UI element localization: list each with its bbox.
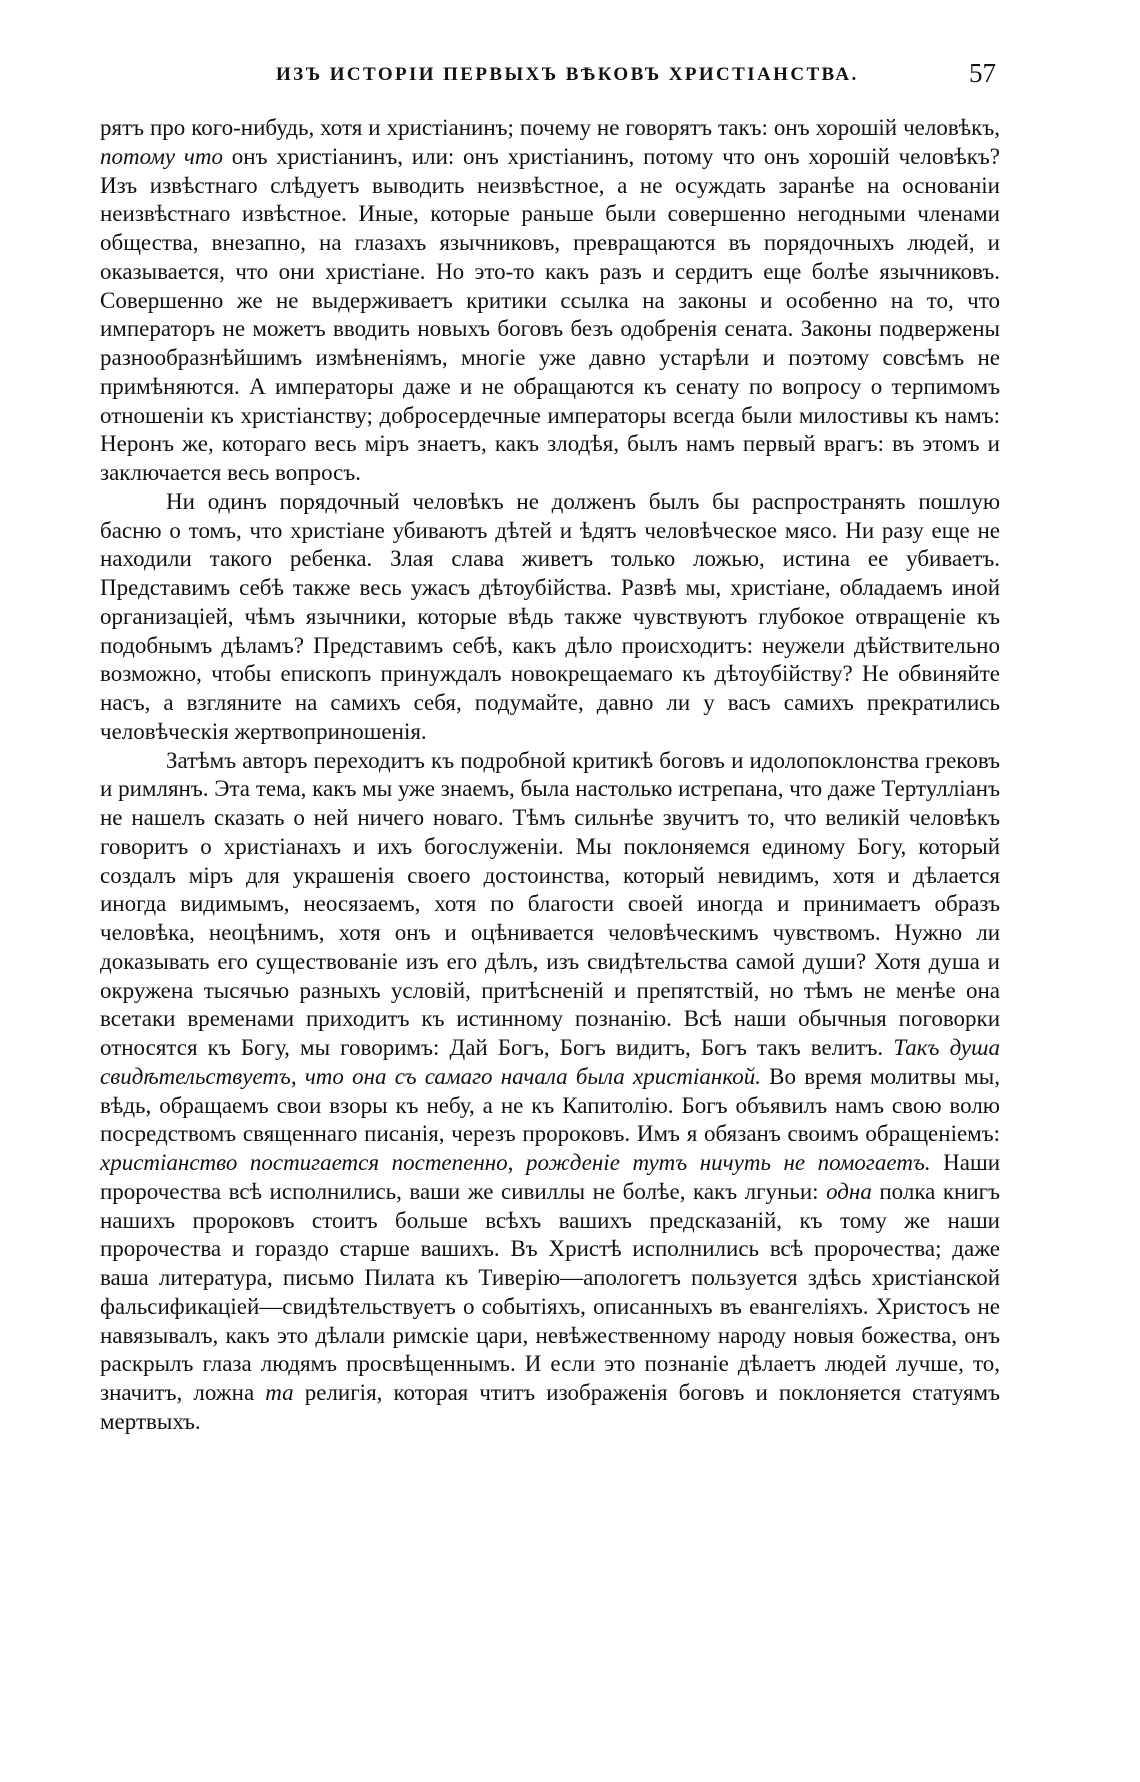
running-head [96,58,996,98]
italic-run: та [265,1380,294,1405]
text-run: рятъ про кого-нибудь, хотя и христіанинъ; почему не говорятъ такъ: онъ хорошій человѣкъ, [100,115,1000,140]
text-run: Во время молитвы мы, вѣдь, обращаемъ свои взоры къ небу, а не къ Капитолію. Богъ объявилъ намъ свою волю посредствомъ священнаго писанія, черезъ пророковъ. Имъ я обязанъ своимъ обращеніемъ: [100,1063,1000,1147]
italic-run: одна [826,1178,872,1204]
text-run: Наши пророчества всѣ исполнились, ваши же сивиллы не болѣе, какъ лгуньи: [100,1150,1000,1204]
text-run: Затѣмъ авторъ переходитъ къ подробной критикѣ боговъ и идолопоклонства грековъ и римлянъ. Эта тема, какъ мы уже знаемъ, была настолько истрепана, что даже Тертулліанъ не нашелъ сказать о ней ничего новаго. Тѣмъ сильнѣе звучитъ то, что великій человѣкъ говоритъ о христіанахъ и ихъ богослуженіи. Мы поклоняемся единому Богу, который создалъ міръ для украшенія своего достоинства, который невидимъ, хотя и дѣлается иногда видимымъ, неосязаемъ, хотя по благости своей иногда и принимаетъ образъ человѣка, неоцѣнимъ, хотя онъ и оцѣнивается человѣческимъ чувствомъ. Нужно ли доказывать его существованіе изъ его дѣлъ, изъ свидѣтельства самой души? Хотя душа и окружена тысячью разныхъ условій, притѣсненій и препятствій, но тѣмъ не менѣе она всетаки временами приходитъ къ истинному познанію. Всѣ наши обычныя поговорки относятся къ Богу, мы говоримъ: Дай Богъ, Богъ видитъ, Богъ такъ велитъ. [100,747,1000,1060]
text-run: полка книгъ нашихъ пророковъ стоитъ больше всѣхъ вашихъ предсказаній, къ тому же наши пророчества и гораздо старше вашихъ. Въ Христѣ исполнились всѣ пророчества; даже ваша литература, письмо Пилата къ Тиверію—апологетъ пользуется здѣсь христіанской фальсификаціей—свидѣтельствуетъ о событіяхъ, описанныхъ въ евангеліяхъ. Христосъ не навязывалъ, какъ это дѣлали римскіе цари, невѣжественному народу новыя божества, онъ раскрылъ глаза людямъ просвѣщеннымъ. И если это познаніе дѣлаетъ людей лучше, то, значитъ, ложна [100,1178,1001,1405]
paragraph-2 [100,488,1000,747]
page-number: 57 [969,58,996,88]
paragraph-1 [100,114,1000,488]
italic-run: потому что [100,143,223,169]
paragraph-3 [100,747,1000,1437]
text-run: религія, которая чтитъ изображенія боговъ и поклоняется статуямъ мертвыхъ. [100,1380,1000,1434]
italic-run: христіанство постигается постепенно, рожденіе тутъ ничуть не помогаетъ. [100,1150,931,1175]
body-text [100,114,1000,1437]
italic-run: Такъ душа свидѣтельствуетъ, что она съ самаго начала была христіанкой. [100,1035,1000,1089]
text-run: онъ христіанинъ, или: онъ христіанинъ, потому что онъ хорошій человѣкъ? Изъ извѣстнаго слѣдуетъ выводить неизвѣстное, а не осуждать заранѣе на основаніи неизвѣстнаго извѣстное. Иные, которые раньше были совершенно негодными членами общества, внезапно, на глазахъ язычниковъ, превращаются въ порядочныхъ людей, и оказывается, что они христіане. Но это-то какъ разъ и сердитъ еще болѣе язычниковъ. Совершенно же не выдерживаетъ критики ссылка на законы и особенно на то, что императоръ не можетъ вводить новыхъ боговъ безъ одобренія сената. Законы подвержены разнообразнѣйшимъ измѣненіямъ, многіе уже давно устарѣли и поэтому совсѣмъ не примѣняются. А императоры даже и не обращаются къ сенату по вопросу о терпимомъ отношеніи къ христіанству; добросердечные императоры всегда были милостивы къ намъ: Неронъ же, котораго весь міръ знаетъ, какъ злодѣя, былъ намъ первый врагъ: въ этомъ и заключается весь вопросъ. [100,143,1000,485]
text-run: Ни одинъ порядочный человѣкъ не долженъ былъ бы распространять пошлую басню о томъ, что христіане убиваютъ дѣтей и ѣдятъ человѣческое мясо. Ни разу еще не находили такого ребенка. Злая слава живетъ только ложью, истина ее убиваетъ. Представимъ себѣ также весь ужасъ дѣтоубійства. Развѣ мы, христіане, обладаемъ иной организаціей, чѣмъ язычники, которые вѣдь также чувствуютъ глубокое отвращеніе къ подобнымъ дѣламъ? Представимъ себѣ, какъ дѣло происходитъ: неужели дѣйствительно возможно, чтобы епископъ принуждалъ новокрещаемаго къ дѣтоубійству? Не обвиняйте насъ, а взгляните на самихъ себя, подумайте, давно ли у васъ самихъ прекратились человѣческія жертвоприношенія. [100,488,1000,744]
running-title: ИЗЪ ИСТОРІИ ПЕРВЫХЪ ВѢКОВЪ ХРИСТІАНСТВА. [276,64,859,85]
